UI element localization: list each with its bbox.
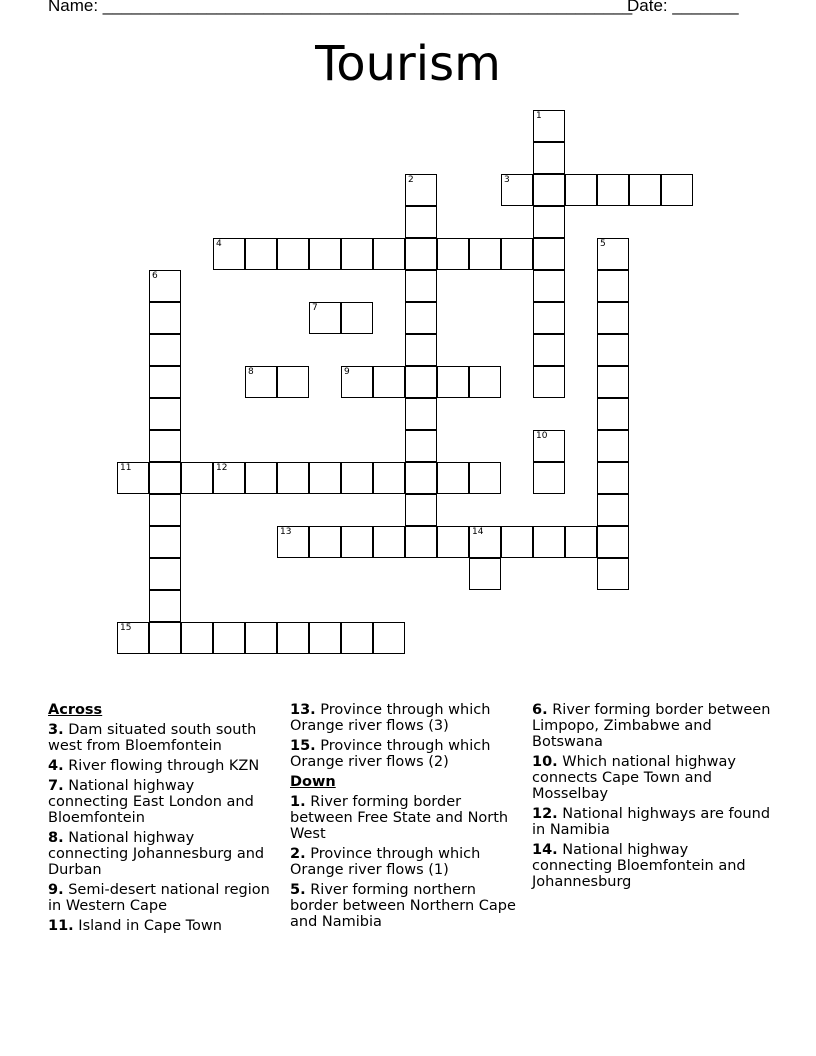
clue-down-1 bbox=[290, 794, 525, 842]
grid-cell[interactable] bbox=[341, 366, 373, 398]
grid-cell[interactable] bbox=[533, 110, 565, 142]
grid-cell[interactable] bbox=[149, 334, 181, 366]
grid-cell[interactable] bbox=[341, 302, 373, 334]
clue-number: 5. bbox=[290, 882, 306, 898]
grid-cell[interactable] bbox=[597, 174, 629, 206]
clue-across-13 bbox=[290, 702, 525, 734]
grid-cell[interactable] bbox=[149, 270, 181, 302]
cell-number: 13 bbox=[280, 527, 292, 537]
grid-cell[interactable] bbox=[469, 558, 501, 590]
grid-cell[interactable] bbox=[277, 622, 309, 654]
clue-number: 10. bbox=[532, 754, 558, 770]
clue-number: 2. bbox=[290, 846, 306, 862]
clue-down-2 bbox=[290, 846, 525, 878]
grid-cell[interactable] bbox=[245, 238, 277, 270]
puzzle-title: Tourism bbox=[315, 36, 501, 92]
grid-cell[interactable] bbox=[405, 206, 437, 238]
cell-number: 8 bbox=[248, 367, 254, 377]
grid-cell[interactable] bbox=[597, 334, 629, 366]
clue-down-14 bbox=[532, 842, 772, 890]
clue-number: 6. bbox=[532, 702, 548, 718]
clue-text: Province through which Orange river flows (3) bbox=[290, 702, 491, 734]
grid-cell[interactable] bbox=[117, 622, 149, 654]
grid-cell[interactable] bbox=[533, 206, 565, 238]
grid-cell[interactable] bbox=[565, 526, 597, 558]
across-heading: Across bbox=[48, 702, 103, 718]
grid-cell[interactable] bbox=[373, 462, 405, 494]
grid-cell[interactable] bbox=[341, 462, 373, 494]
clue-text: National highway connecting East London and Bloemfontein bbox=[48, 778, 254, 826]
clue-number: 11. bbox=[48, 918, 74, 934]
grid-cell[interactable] bbox=[533, 174, 565, 206]
grid-cell[interactable] bbox=[245, 462, 277, 494]
clue-across-11 bbox=[48, 918, 278, 934]
grid-cell[interactable] bbox=[149, 398, 181, 430]
date-field-label: Date: _______ bbox=[627, 0, 739, 15]
grid-cell[interactable] bbox=[437, 238, 469, 270]
grid-cell[interactable] bbox=[437, 462, 469, 494]
cell-number: 11 bbox=[120, 463, 132, 473]
grid-cell[interactable] bbox=[501, 174, 533, 206]
grid-cell[interactable] bbox=[405, 366, 437, 398]
grid-cell[interactable] bbox=[277, 526, 309, 558]
clue-text: River forming border between Limpopo, Zimbabwe and Botswana bbox=[532, 702, 771, 750]
grid-cell[interactable] bbox=[405, 430, 437, 462]
clue-text: Province through which Orange river flows (2) bbox=[290, 738, 491, 770]
clues-column-2 bbox=[290, 702, 525, 934]
grid-cell[interactable] bbox=[405, 334, 437, 366]
cell-number: 2 bbox=[408, 175, 414, 185]
grid-cell[interactable] bbox=[309, 462, 341, 494]
grid-cell[interactable] bbox=[149, 526, 181, 558]
grid-cell[interactable] bbox=[181, 622, 213, 654]
grid-cell[interactable] bbox=[181, 462, 213, 494]
cell-number: 15 bbox=[120, 623, 132, 633]
clue-text: Island in Cape Town bbox=[78, 918, 222, 934]
clue-down-10 bbox=[532, 754, 772, 802]
clue-text: Dam situated south south west from Bloemfontein bbox=[48, 722, 257, 754]
grid-cell[interactable] bbox=[277, 366, 309, 398]
clue-text: River flowing through KZN bbox=[68, 758, 260, 774]
grid-cell[interactable] bbox=[597, 430, 629, 462]
grid-cell[interactable] bbox=[309, 526, 341, 558]
grid-cell[interactable] bbox=[469, 462, 501, 494]
grid-cell[interactable] bbox=[405, 462, 437, 494]
cell-number: 10 bbox=[536, 431, 548, 441]
cell-number: 4 bbox=[216, 239, 222, 249]
clue-text: National highway connecting Bloemfontein and Johannesburg bbox=[532, 842, 746, 890]
grid-cell[interactable] bbox=[405, 494, 437, 526]
grid-cell[interactable] bbox=[309, 302, 341, 334]
clue-number: 3. bbox=[48, 722, 64, 738]
grid-cell[interactable] bbox=[597, 302, 629, 334]
clue-text: Which national highway connects Cape Town and Mosselbay bbox=[532, 754, 736, 802]
grid-cell[interactable] bbox=[533, 462, 565, 494]
grid-cell[interactable] bbox=[597, 366, 629, 398]
grid-cell[interactable] bbox=[597, 494, 629, 526]
grid-cell[interactable] bbox=[405, 526, 437, 558]
clue-across-4 bbox=[48, 758, 278, 774]
grid-cell[interactable] bbox=[341, 622, 373, 654]
grid-cell[interactable] bbox=[149, 462, 181, 494]
grid-cell[interactable] bbox=[597, 462, 629, 494]
grid-cell[interactable] bbox=[533, 142, 565, 174]
grid-cell[interactable] bbox=[405, 302, 437, 334]
grid-cell[interactable] bbox=[277, 462, 309, 494]
grid-cell[interactable] bbox=[597, 238, 629, 270]
grid-cell[interactable] bbox=[597, 558, 629, 590]
grid-cell[interactable] bbox=[533, 526, 565, 558]
clue-number: 15. bbox=[290, 738, 316, 754]
clues-column-3 bbox=[532, 702, 772, 894]
grid-cell[interactable] bbox=[213, 238, 245, 270]
grid-cell[interactable] bbox=[597, 398, 629, 430]
clue-text: River forming northern border between Northern Cape and Namibia bbox=[290, 882, 516, 930]
clue-across-3 bbox=[48, 722, 278, 754]
grid-cell[interactable] bbox=[501, 238, 533, 270]
cell-number: 1 bbox=[536, 111, 542, 121]
grid-cell[interactable] bbox=[373, 526, 405, 558]
grid-cell[interactable] bbox=[469, 526, 501, 558]
grid-cell[interactable] bbox=[661, 174, 693, 206]
clue-across-7 bbox=[48, 778, 278, 826]
grid-cell[interactable] bbox=[149, 430, 181, 462]
cell-number: 12 bbox=[216, 463, 228, 473]
grid-cell[interactable] bbox=[533, 430, 565, 462]
grid-cell[interactable] bbox=[469, 238, 501, 270]
grid-cell[interactable] bbox=[533, 270, 565, 302]
grid-cell[interactable] bbox=[245, 622, 277, 654]
grid-cell[interactable] bbox=[501, 526, 533, 558]
clue-down-5 bbox=[290, 882, 525, 930]
grid-cell[interactable] bbox=[213, 622, 245, 654]
grid-cell[interactable] bbox=[533, 238, 565, 270]
clue-text: Province through which Orange river flows (1) bbox=[290, 846, 481, 878]
grid-cell[interactable] bbox=[373, 238, 405, 270]
cell-number: 14 bbox=[472, 527, 484, 537]
clue-text: National highway connecting Johannesburg and Durban bbox=[48, 830, 265, 878]
grid-cell[interactable] bbox=[341, 526, 373, 558]
clue-number: 4. bbox=[48, 758, 64, 774]
grid-cell[interactable] bbox=[213, 462, 245, 494]
clue-number: 1. bbox=[290, 794, 306, 810]
clue-number: 8. bbox=[48, 830, 64, 846]
clue-across-15 bbox=[290, 738, 525, 770]
grid-cell[interactable] bbox=[373, 622, 405, 654]
grid-cell[interactable] bbox=[341, 238, 373, 270]
cell-number: 7 bbox=[312, 303, 318, 313]
cell-number: 3 bbox=[504, 175, 510, 185]
clue-number: 12. bbox=[532, 806, 558, 822]
grid-cell[interactable] bbox=[149, 494, 181, 526]
clue-across-8 bbox=[48, 830, 278, 878]
grid-cell[interactable] bbox=[437, 526, 469, 558]
grid-cell[interactable] bbox=[405, 270, 437, 302]
cell-number: 9 bbox=[344, 367, 350, 377]
grid-cell[interactable] bbox=[309, 622, 341, 654]
clues-column-1 bbox=[48, 702, 278, 938]
name-field-label: Name: ________________________________________________________ bbox=[48, 0, 633, 15]
clue-number: 7. bbox=[48, 778, 64, 794]
cell-number: 5 bbox=[600, 239, 606, 249]
cell-number: 6 bbox=[152, 271, 158, 281]
down-heading: Down bbox=[290, 774, 336, 790]
grid-cell[interactable] bbox=[629, 174, 661, 206]
clue-number: 14. bbox=[532, 842, 558, 858]
grid-cell[interactable] bbox=[405, 398, 437, 430]
grid-cell[interactable] bbox=[405, 238, 437, 270]
clue-down-12 bbox=[532, 806, 772, 838]
grid-cell[interactable] bbox=[405, 174, 437, 206]
grid-cell[interactable] bbox=[437, 366, 469, 398]
clue-number: 13. bbox=[290, 702, 316, 718]
grid-cell[interactable] bbox=[245, 366, 277, 398]
grid-cell[interactable] bbox=[309, 238, 341, 270]
grid-cell[interactable] bbox=[149, 622, 181, 654]
grid-cell[interactable] bbox=[469, 366, 501, 398]
grid-cell[interactable] bbox=[117, 462, 149, 494]
grid-cell[interactable] bbox=[533, 366, 565, 398]
clue-number: 9. bbox=[48, 882, 64, 898]
grid-cell[interactable] bbox=[149, 590, 181, 622]
grid-cell[interactable] bbox=[149, 302, 181, 334]
grid-cell[interactable] bbox=[149, 366, 181, 398]
grid-cell[interactable] bbox=[565, 174, 597, 206]
grid-cell[interactable] bbox=[277, 238, 309, 270]
clue-text: River forming border between Free State and North West bbox=[290, 794, 509, 842]
clue-down-6 bbox=[532, 702, 772, 750]
grid-cell[interactable] bbox=[149, 558, 181, 590]
clue-text: National highways are found in Namibia bbox=[532, 806, 771, 838]
grid-cell[interactable] bbox=[533, 334, 565, 366]
grid-cell[interactable] bbox=[597, 270, 629, 302]
grid-cell[interactable] bbox=[373, 366, 405, 398]
clue-text: Semi-desert national region in Western Cape bbox=[48, 882, 270, 914]
clue-across-9 bbox=[48, 882, 278, 914]
grid-cell[interactable] bbox=[533, 302, 565, 334]
grid-cell[interactable] bbox=[597, 526, 629, 558]
